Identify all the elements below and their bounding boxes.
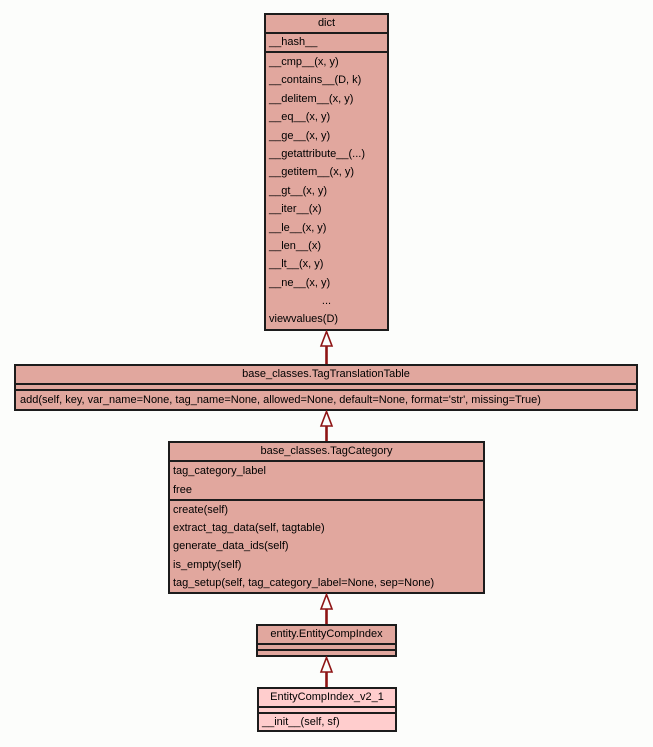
method-row: __ge__(x, y)	[269, 129, 331, 142]
class-title: base_classes.TagTranslationTable	[16, 366, 636, 385]
method-row: __cmp__(x, y)	[269, 56, 339, 68]
method-row: __getitem__(x, y)	[269, 166, 354, 179]
class-box-tagcategory[interactable]	[168, 441, 485, 594]
inheritance-arrow	[319, 410, 334, 442]
method-row: __le__(x, y)	[269, 221, 327, 234]
class-title: entity.EntityCompIndex	[258, 626, 395, 645]
inheritance-arrow	[319, 330, 334, 365]
method-row: add(self, key, var_name=None, tag_name=None, allowed=None, default=None, format='str', missing=True)	[20, 394, 541, 406]
method-row: viewvalues(D)	[269, 313, 339, 326]
method-row: __delitem__(x, y)	[269, 92, 354, 105]
class-title: EntityCompIndex_v2_1	[259, 689, 395, 708]
method-row: __iter__(x)	[269, 203, 322, 216]
method-row: tag_setup(self, tag_category_label=None, sep=None)	[173, 576, 435, 589]
method-row: __len__(x)	[269, 239, 321, 252]
inheritance-arrow	[319, 656, 334, 688]
method-row: __gt__(x, y)	[269, 184, 328, 197]
class-box-tagtranslationtable[interactable]	[14, 364, 638, 411]
attributes-section	[266, 34, 387, 53]
method-row: __ne__(x, y)	[269, 276, 331, 289]
method-row: is_empty(self)	[173, 558, 242, 571]
methods-section	[170, 501, 483, 592]
method-row: __lt__(x, y)	[269, 258, 324, 271]
methods-section	[16, 391, 636, 409]
class-title: base_classes.TagCategory	[170, 443, 483, 462]
methods-section	[258, 651, 395, 655]
attributes-section	[170, 462, 483, 501]
method-row: __getattribute__(...)	[269, 147, 366, 160]
attribute-row: free	[173, 483, 192, 496]
methods-section	[266, 53, 387, 329]
class-box-dict[interactable]	[264, 13, 389, 331]
class-title: dict	[266, 15, 387, 34]
inheritance-arrow	[319, 593, 334, 625]
class-box-entitycompindex-v2-1[interactable]	[257, 687, 397, 732]
attribute-row: __hash__	[269, 36, 318, 48]
method-row: extract_tag_data(self, tagtable)	[173, 522, 325, 535]
method-row: __eq__(x, y)	[269, 111, 331, 124]
method-row: __contains__(D, k)	[269, 74, 362, 87]
methods-section	[259, 714, 395, 730]
class-box-entitycompindex[interactable]	[256, 624, 397, 657]
method-row: __init__(self, sf)	[262, 716, 340, 728]
method-row: create(self)	[173, 504, 229, 516]
ellipsis-row: ...	[321, 295, 332, 308]
method-row: generate_data_ids(self)	[173, 540, 289, 553]
attribute-row: tag_category_label	[173, 465, 266, 477]
